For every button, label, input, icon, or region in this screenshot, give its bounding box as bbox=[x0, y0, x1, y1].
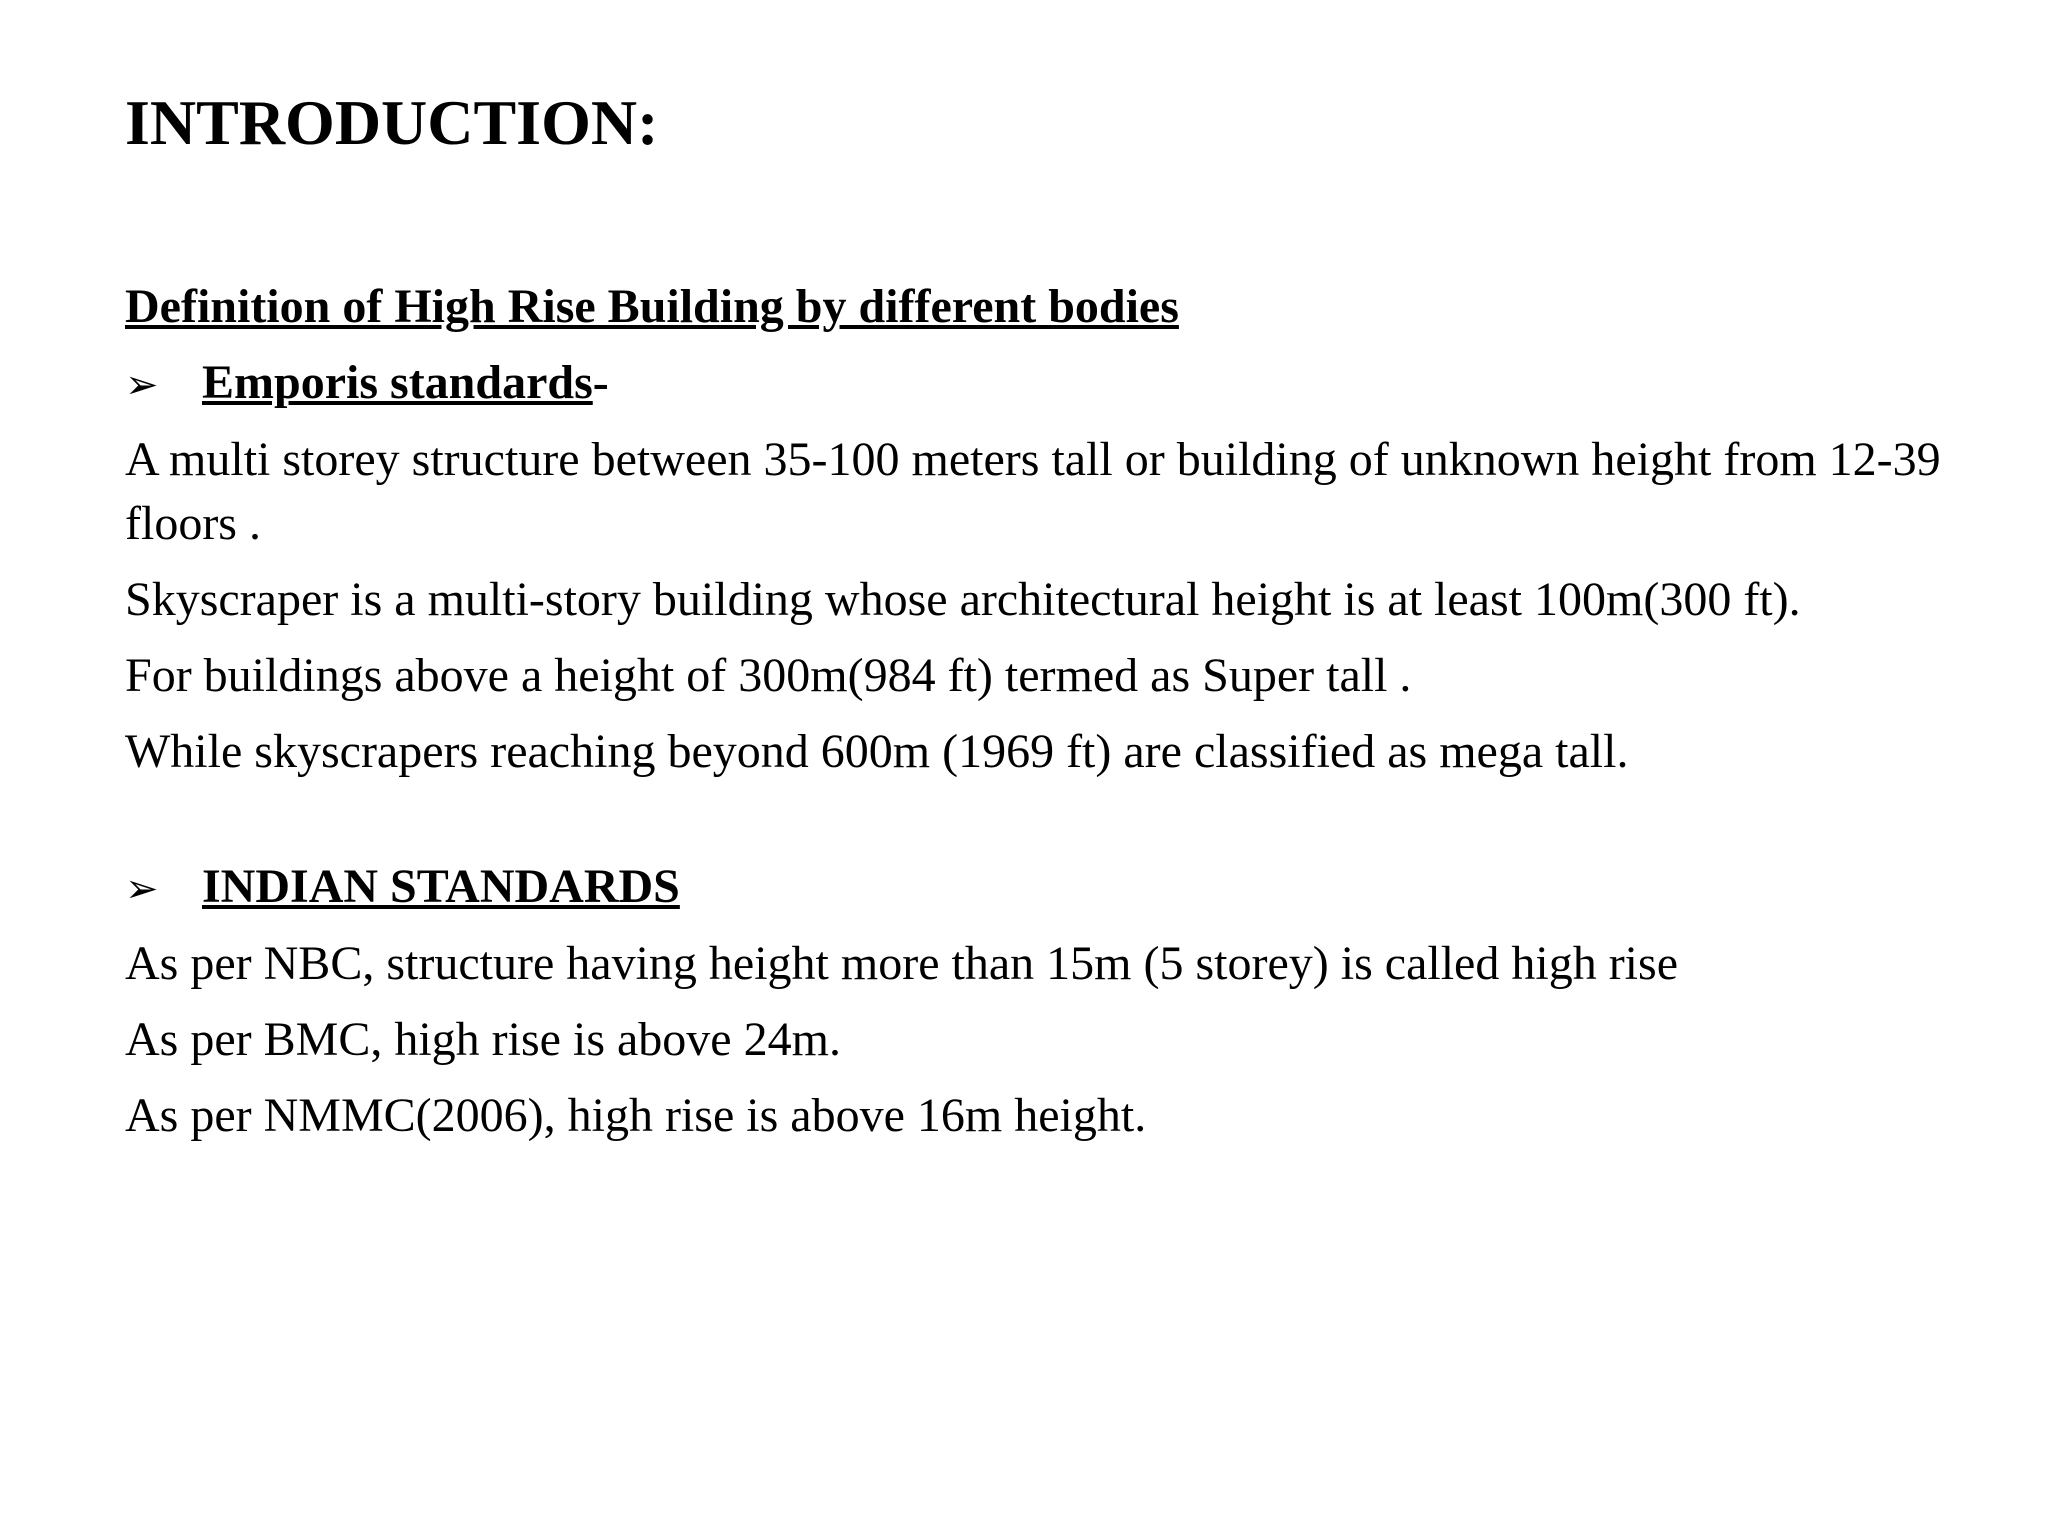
paragraph: While skyscrapers reaching beyond 600m (1969 ft) are classified as mega tall. bbox=[125, 725, 1629, 778]
section-heading-emporis bbox=[125, 352, 1985, 416]
section-label-indian: INDIAN STANDARDS bbox=[202, 860, 680, 913]
slide-content bbox=[125, 276, 1985, 1160]
section-suffix-emporis: - bbox=[592, 356, 609, 409]
paragraph: As per NMMC(2006), high rise is above 16m height. bbox=[125, 1089, 1147, 1142]
arrowhead-bullet-icon: ➢ bbox=[125, 866, 159, 912]
section-heading-indian bbox=[125, 856, 1985, 920]
definition-subheading: Definition of High Rise Building by different bodies bbox=[125, 280, 1179, 333]
paragraph: As per BMC, high rise is above 24m. bbox=[125, 1013, 841, 1066]
paragraph: A multi storey structure between 35-100 meters tall or building of unknown height from 12-39 floors . bbox=[125, 433, 1941, 550]
paragraph: As per NBC, structure having height more than 15m (5 storey) is called high rise bbox=[125, 937, 1678, 990]
paragraph: Skyscraper is a multi-story building whose architectural height is at least 100m(300 ft). bbox=[125, 573, 1801, 626]
slide-title: INTRODUCTION: bbox=[125, 87, 659, 158]
section-label-emporis: Emporis standards bbox=[202, 356, 593, 409]
section-spacer bbox=[125, 796, 1985, 856]
arrowhead-bullet-icon: ➢ bbox=[125, 362, 159, 408]
paragraph: For buildings above a height of 300m(984 ft) termed as Super tall . bbox=[125, 649, 1412, 702]
